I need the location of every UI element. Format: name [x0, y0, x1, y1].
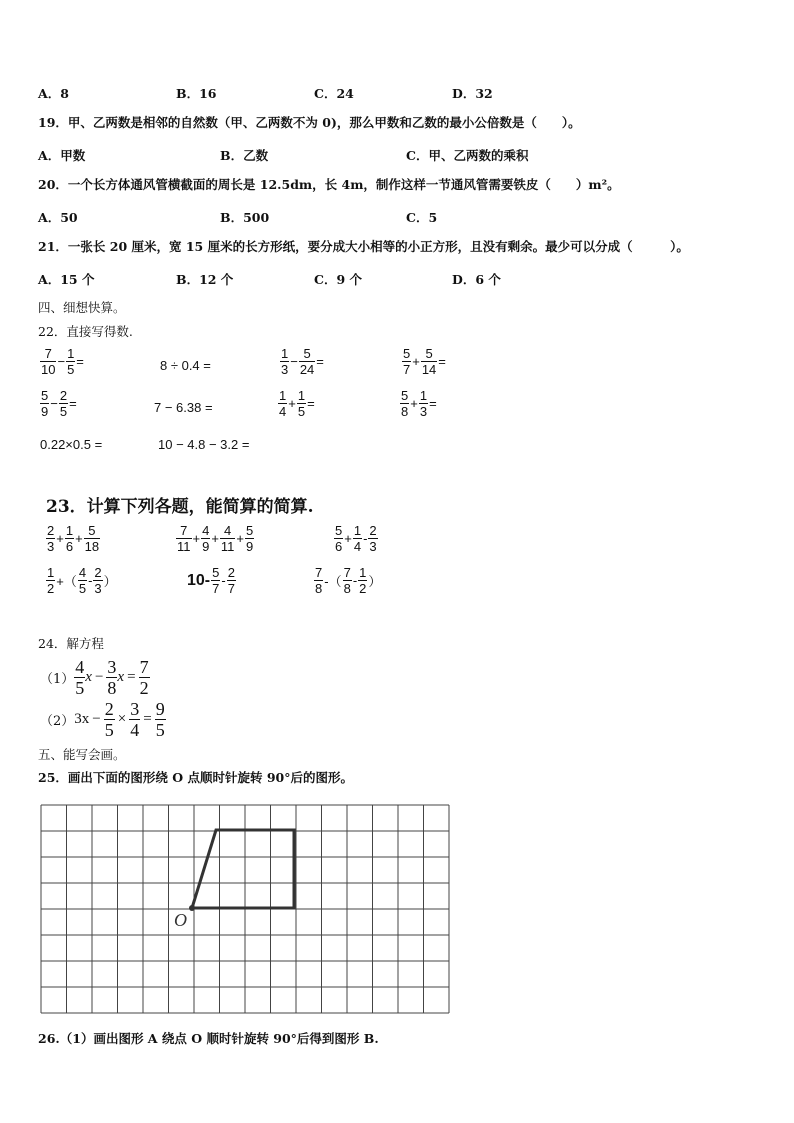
q21-question: 21．一张长 20 厘米，宽 15 厘米的长方形纸，要分成大小相等的小正方形，且没有剩余。最少可以分成（ ）。 — [38, 239, 689, 254]
fraction: 1 3 — [281, 346, 289, 377]
section-5-heading: 五、能写会画。 — [38, 747, 126, 762]
q21-option-a: A．15 个 — [38, 272, 95, 287]
fraction: 4 5 — [78, 565, 87, 596]
q22-item-1: 7 10 − $\frac{1}{5}$ = — [41, 346, 84, 377]
fraction: $\frac{5}{14}$ — [421, 346, 437, 377]
fraction: $\frac{9}{5}$ — [155, 699, 165, 740]
parallelogram-shape — [192, 830, 294, 908]
q23-expression-6: 7 8 -（ 7 8 - 1 2 ） — [315, 565, 382, 596]
fraction: $\frac{2}{5}$ — [104, 699, 114, 740]
fraction: 2 7 — [227, 565, 235, 596]
fraction: 2 3 — [47, 523, 55, 554]
q23-expression-3: 5 6 + $\frac{1}{4}$ - 2 3 — [335, 523, 377, 554]
fraction: $\frac{1}{3}$ — [419, 388, 428, 419]
q20-question: 20．一个长方体通风管横截面的周长是 12.5dm，长 4m，制作这样一节通风管需要铁皮（ ）m²。 — [38, 177, 620, 192]
q21-option-d: D．6 个 — [452, 272, 501, 287]
fraction: 5 8 — [401, 388, 409, 419]
q18-option-a: A．8 — [38, 86, 69, 101]
q20-option-a: A．50 — [38, 210, 78, 225]
fraction: $\frac{2}{5}$ — [59, 388, 68, 419]
q19-option-c: C．甲、乙两数的乘积 — [406, 148, 529, 163]
fraction: 7 11 — [177, 523, 191, 554]
fraction: $\frac{5}{24}$ — [299, 346, 315, 377]
fraction: 1 2 — [359, 565, 367, 596]
fraction: $\frac{1}{5}$ — [297, 388, 306, 419]
q20-option-c: C．5 — [406, 210, 438, 225]
fraction: 4 5 — [75, 657, 85, 698]
fraction: $\frac{3}{8}$ — [107, 657, 117, 698]
q19-question: 19．甲、乙两数是相邻的自然数（甲、乙两数不为 0)，那么甲数和乙数的最小公倍数是（ ）。 — [38, 115, 581, 130]
q22-item-7: 1 4 + $\frac{1}{5}$ = — [279, 388, 315, 419]
q25-grid-figure — [40, 804, 450, 1014]
q23-expression-5: 10- 5 7 - 2 7 — [187, 565, 235, 596]
q22-title: 22．直接写得数. — [38, 324, 133, 339]
fraction: $\frac{5}{9}$ — [246, 523, 254, 554]
q21-option-c: C．9 个 — [314, 272, 362, 287]
fraction: $\frac{5}{18}$ — [84, 523, 100, 554]
q20-option-b: B．500 — [220, 210, 270, 225]
q22-item-6: 7 − 6.38 = — [154, 400, 213, 415]
fraction: $\frac{7}{2}$ — [139, 657, 149, 698]
q19-option-b: B．乙数 — [220, 148, 269, 163]
point-o-marker — [189, 905, 195, 911]
q21-option-b: B．12 个 — [176, 272, 234, 287]
q22-item-5: 5 9 − $\frac{2}{5}$ = — [41, 388, 77, 419]
q22-item-9: 0.22×0.5 = — [40, 437, 103, 452]
q18-option-d: D．32 — [452, 86, 493, 101]
q22-item-3: 1 3 − $\frac{5}{24}$ = — [281, 346, 324, 377]
fraction: 5 9 — [41, 388, 49, 419]
point-o-label: O — [174, 910, 187, 930]
fraction: 7 10 — [41, 346, 56, 377]
fraction: $\frac{4}{11}$ — [220, 523, 235, 554]
fraction: 5 7 — [403, 346, 411, 377]
fraction: $\frac{1}{4}$ — [353, 523, 362, 554]
fraction: $\frac{4}{9}$ — [202, 523, 210, 554]
q22-item-8: 5 8 + $\frac{1}{3}$ = — [401, 388, 437, 419]
q24-equation-1: （1） 4 5 x − $\frac{3}{8}$ x = $\frac{7}{2}$ — [40, 657, 149, 698]
fraction: $\frac{1}{5}$ — [67, 346, 75, 377]
fraction: 5 7 — [212, 565, 220, 596]
fraction: 2 3 — [369, 523, 377, 554]
fraction: 1 2 — [47, 565, 55, 596]
fraction: 1 4 — [279, 388, 287, 419]
fraction: $\frac{3}{4}$ — [130, 699, 140, 740]
q26-question: 26.（1）画出图形 A 绕点 O 顺时针旋转 90°后得到图形 B. — [38, 1031, 379, 1046]
q25-question: 25．画出下面的图形绕 O 点顺时针旋转 90°后的图形。 — [38, 770, 353, 785]
q18-option-c: C．24 — [314, 86, 354, 101]
fraction: $\frac{1}{6}$ — [65, 523, 74, 554]
section-4-heading: 四、细想快算。 — [38, 300, 126, 315]
q23-expression-4: 1 2 +（ 4 5 - 2 3 ） — [47, 565, 117, 596]
q22-item-10: 10 − 4.8 − 3.2 = — [158, 437, 250, 452]
q19-option-a: A．甲数 — [38, 148, 86, 163]
q23-title: 23．计算下列各题，能简算的简算. — [46, 497, 314, 517]
q23-expression-2: 7 11 + $\frac{4}{9}$ + $\frac{4}{11}$ + $\frac{5}{9}$ — [177, 523, 254, 554]
q24-equation-2: （2） 3x − $\frac{2}{5}$ × $\frac{3}{4}$ = $\frac{9}{5}$ — [40, 699, 165, 740]
q22-item-2: 8 ÷ 0.4 = — [160, 358, 211, 373]
fraction: 7 8 — [315, 565, 323, 596]
fraction: 2 3 — [94, 565, 102, 596]
fraction: 7 8 — [343, 565, 351, 596]
q22-item-4: 5 7 + $\frac{5}{14}$ = — [403, 346, 446, 377]
q18-option-b: B．16 — [176, 86, 217, 101]
fraction: 5 6 — [335, 523, 343, 554]
q24-title: 24．解方程 — [38, 636, 104, 651]
q23-expression-1: 2 3 + $\frac{1}{6}$ + $\frac{5}{18}$ — [47, 523, 100, 554]
